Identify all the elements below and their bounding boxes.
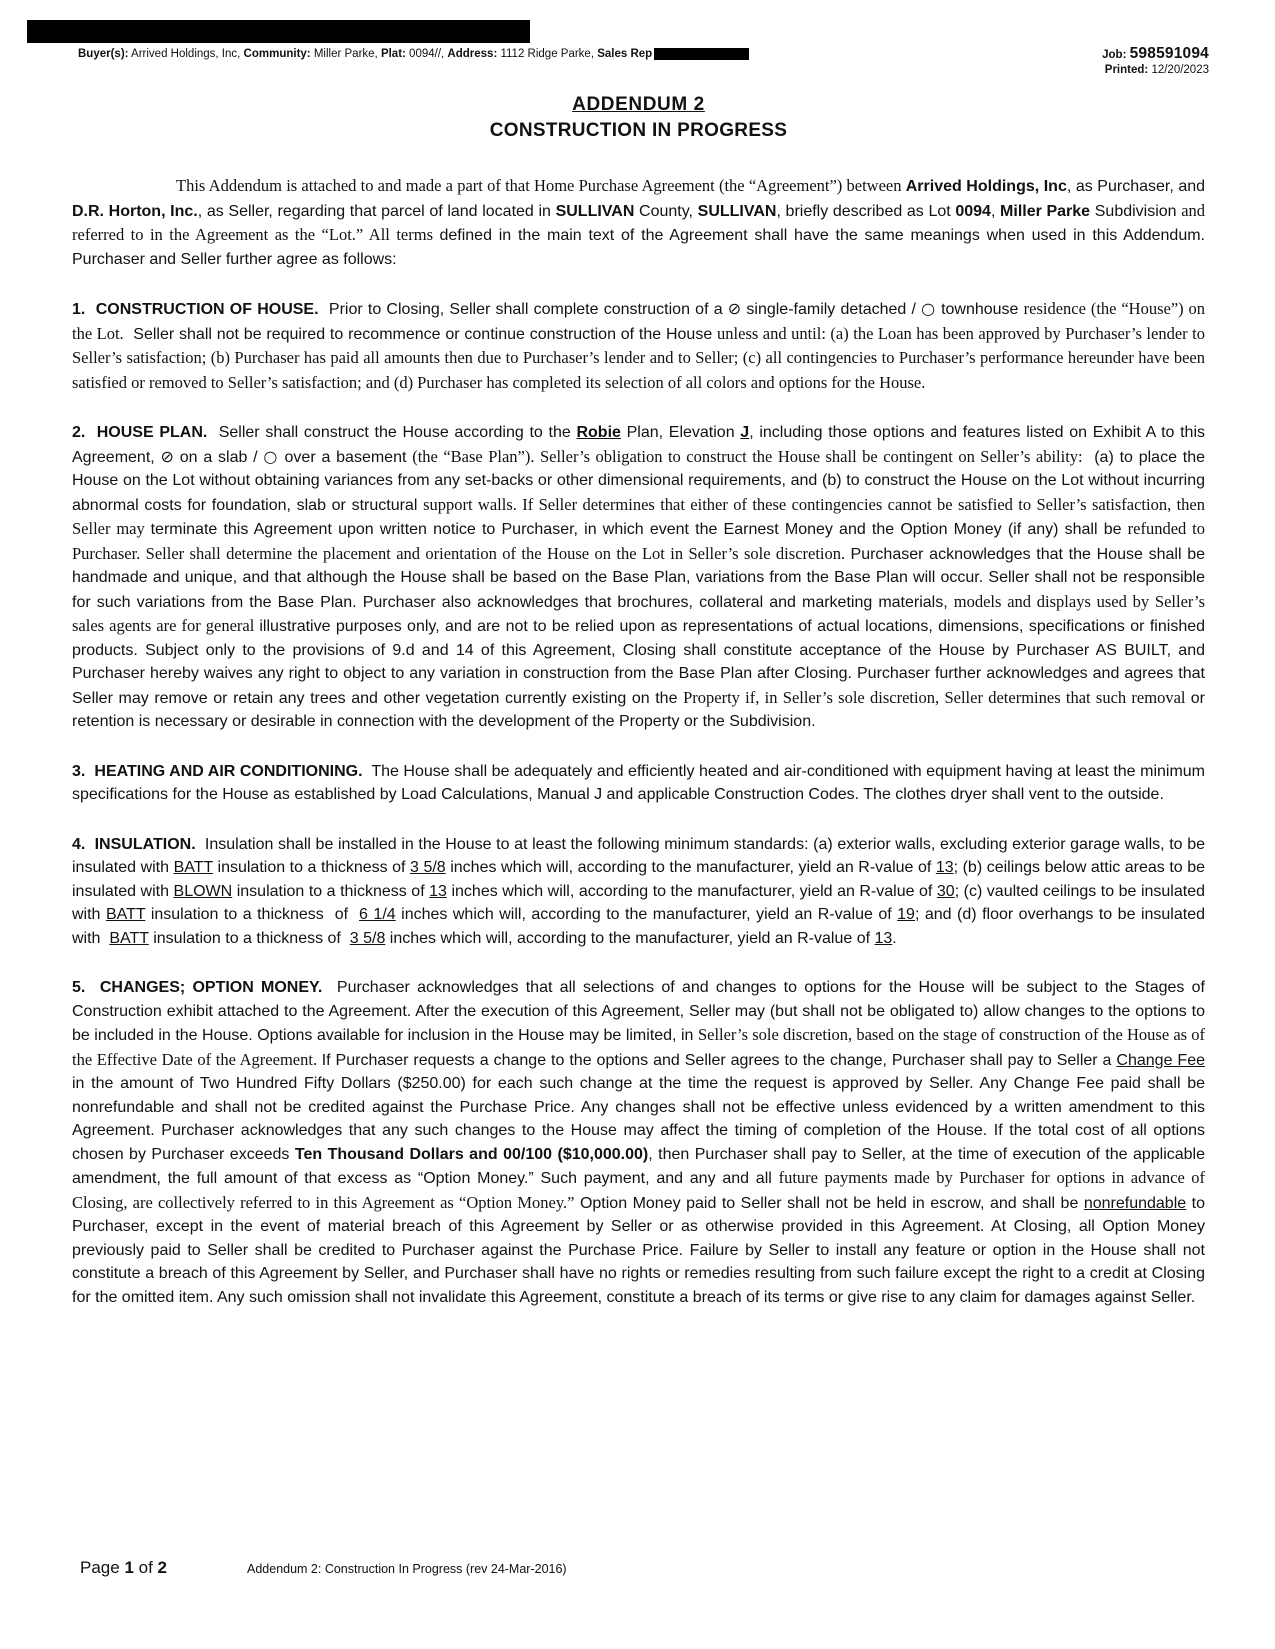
document-meta-line [78,47,749,61]
title-line-1: ADDENDUM 2 [572,94,705,115]
job-info-block [1102,46,1209,78]
redaction-bar-sales-rep [654,48,749,60]
section-4-insulation: 4. INSULATION. Insulation shall be installed in the House to at least the following minimum standards: (a) exterior walls, excluding exterior garage walls, to be insulated with BATT insulation to a thickness of 3 5/8 inches which will, according to the manufacturer, yield an R-value of 13; (b) ceilings below attic areas to be insulated with BLOWN insulation to a thickness of 13 inches which will, according to the manufacturer, yield an R-value of 30; (c) vaulted ceilings to be insulated with BATT insulation to a thickness of 6 1/4 inches which will, according to the manufacturer, yield an R-value of 19; and (d) floor overhangs to be insulated with BATT insulation to a thickness of 3 5/8 inches which will, according to the manufacturer, yield an R-value of 13. [72,835,1206,947]
job-line [1102,46,1209,63]
job-number: 598591094 [1129,45,1209,62]
meta-line-text: Buyer(s): Arrived Holdings, Inc, Community: Miller Parke, Plat: 0094//, Address: 1112 Ridge Parke, Sales Rep [78,48,653,60]
intro-paragraph: This Addendum is attached to and made a part of that Home Purchase Agreement (the “Agreement”) between Arrived Holdings, Inc, as Purchaser, and D.R. Horton, Inc., as Seller, regarding that parcel of land located in SULLIVAN County, SULLIVAN, briefly described as Lot 0094, Miller Parke Subdivision and referred to in the Agreement as the “Lot.” All terms defined in the main text of the Agreement shall have the same meanings when used in this Addendum. Purchaser and Seller further agree as follows: [72,176,1206,268]
section-3-heating-and-air-conditioning: 3. HEATING AND AIR CONDITIONING. The House shall be adequately and efficiently heated and air-conditioned with equipment having at least the minimum specifications for the House as established by Load Calculations, Manual J and applicable Construction Codes. The clothes dryer shall vent to the outside. [72,762,1206,803]
printed-date: 12/20/2023 [1151,64,1209,76]
section-5-changes-option-money: 5. CHANGES; OPTION MONEY. Purchaser acknowledges that all selections of and changes to options for the House will be subject to the Stages of Construction exhibit attached to the Agreement. After the execution of this Agreement, Seller may (but shall not be obligated to) allow changes to the options to be included in the House. Options available for inclusion in the House may be limited, in Seller’s sole discretion, based on the stage of construction of the House as of the Effective Date of the Agreement. If Purchaser requests a change to the options and Seller agrees to the change, Purchaser shall pay to Seller a Change Fee in the amount of Two Hundred Fifty Dollars ($250.00) for each such change at the time the request is approved by Seller. Any Change Fee paid shall be nonrefundable and shall not be credited against the Purchase Price. Any changes shall not be effective unless evidenced by a written amendment to this Agreement. Purchaser acknowledges that any such changes to the House may affect the timing of completion of the House. If the total cost of all options chosen by Purchaser exceeds Ten Thousand Dollars and 00/100 ($10,000.00), then Purchaser shall pay to Seller, at the time of execution of the applicable amendment, the full amount of that excess as “Option Money.” Such payment, and any and all future payments made by Purchaser for options in advance of Closing, are collectively referred to in this Agreement as “Option Money.” Option Money paid to Seller shall not be held in escrow, and shall be nonrefundable to Purchaser, except in the event of material breach of this Agreement by Seller or as otherwise provided in this Agreement. At Closing, all Option Money previously paid to Seller shall be credited to Purchaser against the Purchase Price. Failure by Seller to install any feature or option in the House shall not constitute a breach of this Agreement by Seller, and Purchaser shall have no rights or remedies resulting from such failure except the right to a credit at Closing for the omitted item. Any such omission shall not invalidate this Agreement, constitute a breach of its terms or give rise to any claim for damages against Seller. [72,979,1206,1306]
page-footer [80,1556,567,1582]
printed-label: Printed: [1104,64,1149,76]
section-2-house-plan: 2. HOUSE PLAN. Seller shall construct the House according to the Robie Plan, Elevation J, including those options and features listed on Exhibit A to this Agreement, ⊘ on a slab / ○ over a basement (the “Base Plan”). Seller’s obligation to construct the House shall be contingent on Seller’s ability: (a) to place the House on the Lot without obtaining variances from any set-backs or other dimensional requirements, and (b) to construct the House on the Lot without incurring abnormal costs for foundation, slab or structural support walls. If Seller determines that either of these contingencies cannot be satisfied to Seller’s satisfaction, then Seller may terminate this Agreement upon written notice to Purchaser, in which event the Earnest Money and the Option Money (if any) shall be refunded to Purchaser. Seller shall determine the placement and orientation of the House on the Lot in Seller’s sole discretion. Purchaser acknowledges that the House shall be handmade and unique, and that although the House shall be based on the Base Plan, variations from the Base Plan will occur. Seller shall not be responsible for such variations from the Base Plan. Purchaser also acknowledges that brochures, collateral and marketing materials, models and displays used by Seller’s sales agents are for general illustrative purposes only, and are not to be relied upon as representations of actual locations, dimensions, specifications or finished products. Subject only to the provisions of 9.d and 14 of this Agreement, Closing shall constitute acceptance of the House by Purchaser AS BUILT, and Purchaser hereby waives any right to object to any variation in construction from the Base Plan after Closing. Purchaser further acknowledges and agrees that Seller may remove or retain any trees and other vegetation currently existing on the Property if, in Seller’s sole discretion, Seller determines that such removal or retention is necessary or desirable in connection with the development of the Property or the Subdivision. [72,424,1206,730]
section-1-construction-of-house: 1. CONSTRUCTION OF HOUSE. Prior to Closing, Seller shall complete construction of a ⊘ single-family detached / ○ townhouse residence (the “House”) on the Lot. Seller shall not be required to recommence or continue construction of the House unless and until: (a) the Loan has been approved by Purchaser’s lender to Seller’s satisfaction; (b) Purchaser has paid all amounts then due to Purchaser’s lender and to Seller; (c) all contingencies to Purchaser’s performance hereunder have been satisfied or removed to Seller’s satisfaction; and (d) Purchaser has completed its selection of all colors and options for the House. [72,299,1206,392]
document-title [72,92,1205,144]
redaction-bar-top [27,20,530,43]
printed-line [1102,63,1209,78]
page-number: Page 1 of 2 [80,1558,167,1577]
title-line-2: CONSTRUCTION IN PROGRESS [489,120,788,141]
job-label: Job: [1102,49,1127,61]
footer-doc-ref: Addendum 2: Construction In Progress (rev 24-Mar-2016) [247,1562,567,1576]
